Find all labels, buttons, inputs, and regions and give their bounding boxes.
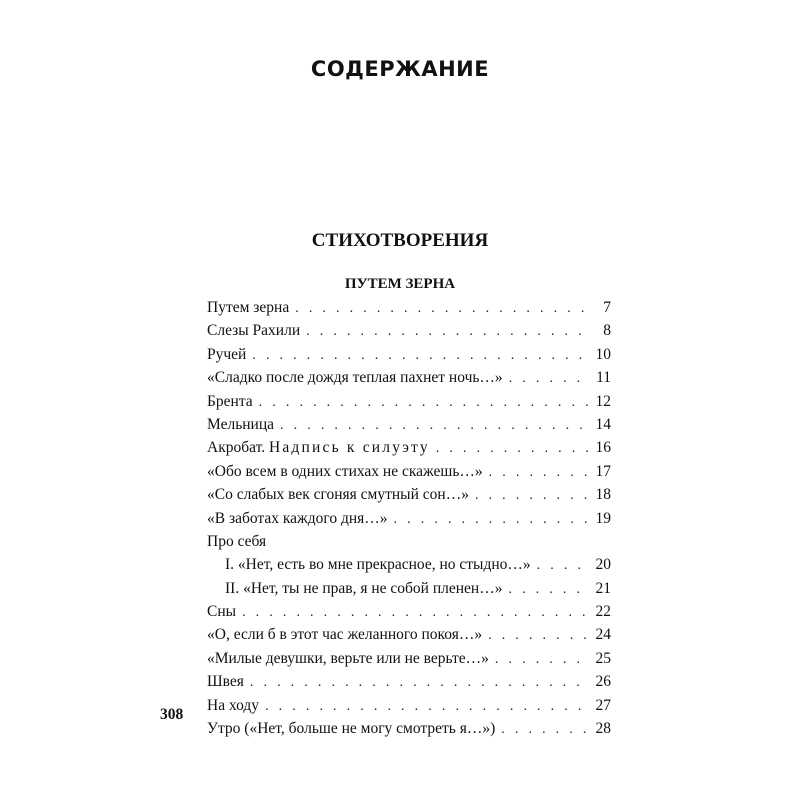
toc-entry[interactable]	[207, 553, 611, 576]
toc-leader-dots	[306, 320, 591, 343]
toc-leader-dots	[436, 437, 590, 460]
toc-leader-dots	[489, 461, 590, 484]
subsection-title: ПУТЕМ ЗЕРНА	[344, 276, 456, 292]
toc-leader-dots	[295, 297, 591, 320]
toc-entry-subtitle: Надпись к силуэту	[268, 439, 430, 457]
toc-entry[interactable]	[207, 390, 611, 413]
toc-entry-title: «Сладко после дождя теплая пахнет ночь…»	[207, 369, 503, 387]
toc-entry-page: 19	[595, 509, 611, 527]
toc-entry-title: Сны	[207, 603, 237, 621]
toc-entry-title: Швея	[207, 673, 244, 691]
toc-entry-title: Мельница	[207, 415, 275, 433]
toc-entry-page: 26	[595, 673, 611, 691]
toc-entry-title: «В заботах каждого дня…»	[207, 509, 388, 527]
page-title: СОДЕРЖАНИЕ	[310, 57, 490, 81]
toc-leader-dots	[394, 508, 590, 531]
toc-entry[interactable]	[207, 600, 611, 623]
toc-leader-dots	[488, 624, 589, 647]
toc-leader-dots	[259, 391, 590, 414]
toc-entry[interactable]	[207, 436, 611, 459]
toc-entry[interactable]	[207, 577, 611, 600]
toc-entry[interactable]	[207, 319, 611, 342]
toc-leader-dots	[475, 484, 590, 507]
toc-entry-title: Ручей	[207, 345, 247, 363]
toc-entry-title: Брента	[207, 392, 253, 410]
toc-entry-title: «О, если б в этот час желанного покоя…»	[207, 626, 483, 644]
toc-entry-title-main: Акробат.	[207, 439, 266, 457]
toc-entry-title: II. «Нет, ты не прав, я не собой пленен…»	[225, 579, 503, 597]
toc-entry-page: 12	[595, 392, 611, 410]
toc-group-heading	[207, 530, 611, 553]
toc-entry-page: 22	[595, 603, 611, 621]
toc-entry-page: 10	[595, 345, 611, 363]
toc-entry[interactable]	[207, 296, 611, 319]
toc-entry-title: «Обо всем в одних стихах не скажешь…»	[207, 462, 483, 480]
toc-entry-page: 16	[595, 439, 611, 457]
toc-entry-page: 24	[595, 626, 611, 644]
toc-entry[interactable]	[207, 694, 611, 717]
toc-entry-title: Путем зерна	[207, 299, 290, 316]
toc-entry[interactable]	[207, 483, 611, 506]
toc-entry-page: 25	[595, 649, 611, 667]
toc-entry-title	[207, 436, 430, 459]
toc-entry-page: 7	[603, 299, 611, 316]
toc-entry-title: «Милые девушки, верьте или не верьте…»	[207, 649, 489, 667]
toc-entry-title: I. «Нет, есть во мне прекрасное, но стыдно…»	[225, 556, 531, 574]
toc-entry[interactable]	[207, 366, 611, 389]
toc-entry[interactable]	[207, 647, 611, 670]
toc-entry[interactable]	[207, 623, 611, 646]
toc-entry[interactable]	[207, 670, 611, 693]
toc-entry[interactable]	[207, 717, 611, 740]
toc-entry-title: Слезы Рахили	[207, 322, 301, 340]
section-title: СТИХОТВОРЕНИЯ	[311, 230, 489, 251]
toc-leader-dots	[242, 601, 589, 624]
table-of-contents	[207, 296, 611, 740]
toc-entry-page: 28	[595, 720, 611, 738]
toc-entry-title: Утро («Нет, больше не могу смотреть я…»)	[207, 720, 496, 738]
toc-leader-dots	[537, 554, 590, 577]
toc-leader-dots	[495, 648, 590, 671]
toc-entry-page: 17	[595, 462, 611, 480]
toc-entry-title: На ходу	[207, 696, 260, 714]
toc-entry[interactable]	[207, 413, 611, 436]
toc-entry-page: 27	[595, 696, 611, 714]
toc-leader-dots	[508, 578, 589, 601]
toc-entry-page: 11	[596, 369, 611, 387]
toc-entry-page: 8	[603, 322, 611, 340]
toc-entry-page: 14	[595, 415, 611, 433]
toc-leader-dots	[280, 414, 589, 437]
toc-entry-title: Про себя	[207, 532, 267, 550]
toc-leader-dots	[252, 344, 589, 367]
toc-leader-dots	[509, 367, 590, 390]
toc-entry-page: 20	[595, 556, 611, 574]
page-number: 308	[160, 706, 184, 723]
toc-leader-dots	[265, 695, 589, 718]
toc-entry-page: 18	[595, 486, 611, 504]
toc-entry[interactable]	[207, 460, 611, 483]
toc-entry[interactable]	[207, 507, 611, 530]
toc-entry-title: «Со слабых век сгоняя смутный сон…»	[207, 486, 469, 504]
toc-leader-dots	[501, 718, 589, 741]
toc-leader-dots	[250, 671, 590, 694]
toc-entry-page: 21	[595, 579, 611, 597]
toc-entry[interactable]	[207, 343, 611, 366]
